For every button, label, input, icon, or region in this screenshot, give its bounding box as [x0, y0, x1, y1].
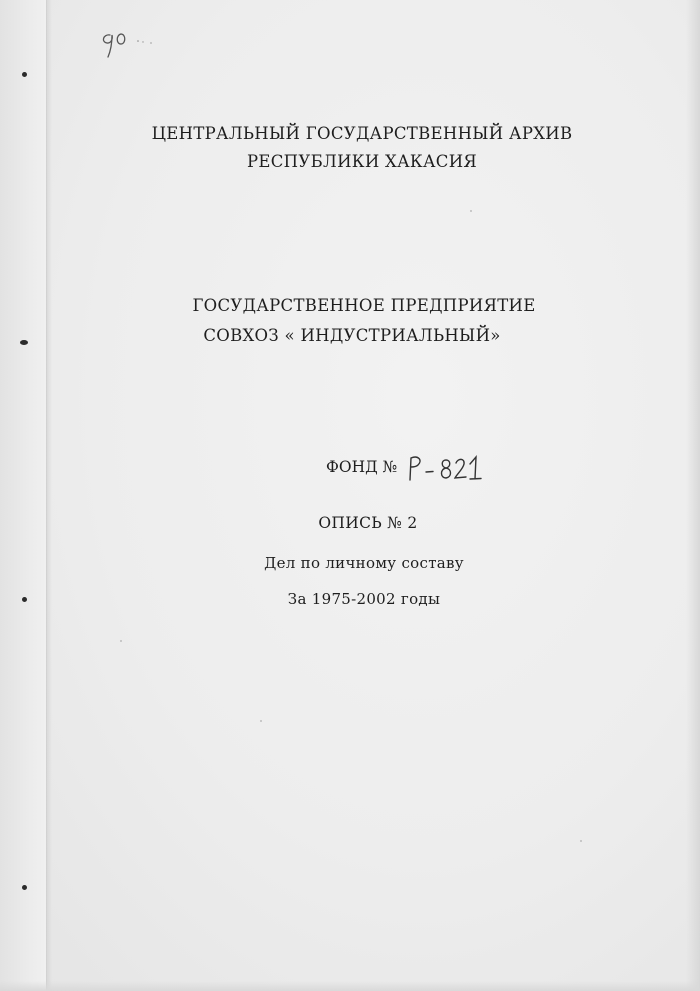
paper-speck [580, 840, 582, 842]
archive-name-line-2: РЕСПУБЛИКИ ХАКАСИЯ [246, 152, 478, 171]
page-right-edge-shadow [686, 0, 700, 991]
binding-hole [22, 885, 27, 890]
organization-name-line-2: СОВХОЗ « ИНДУСТРИАЛЬНЫЙ» [203, 326, 501, 345]
handwritten-page-number [96, 26, 156, 66]
inventory-subject: Дел по личному составу [264, 554, 464, 572]
paper-speck [150, 42, 152, 44]
archive-name-line-1: ЦЕНТРАЛЬНЫЙ ГОСУДАРСТВЕННЫЙ АРХИВ [151, 124, 573, 143]
fond-number-handwritten [406, 452, 496, 484]
paper-speck [260, 720, 262, 722]
binding-hole [22, 72, 27, 77]
binding-strip [0, 0, 47, 991]
paper-speck [470, 210, 472, 212]
inventory-years: За 1975-2002 годы [287, 590, 441, 608]
fond-label: ФОНД № [326, 458, 398, 476]
page-fold-shadow [46, 0, 52, 991]
page-bottom-edge-shadow [0, 981, 700, 991]
organization-name-line-1: ГОСУДАРСТВЕННОЕ ПРЕДПРИЯТИЕ [192, 296, 536, 315]
opis-title: ОПИСЬ № 2 [318, 514, 418, 532]
paper-speck [120, 640, 122, 642]
